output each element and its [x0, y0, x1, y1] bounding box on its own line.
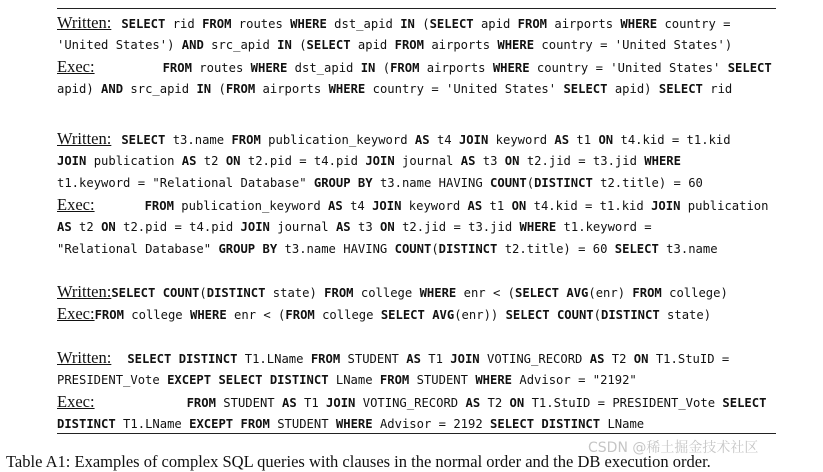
written-sql-line	[57, 284, 776, 301]
sql-text: SELECT t3.name FROM publication_keyword AS t4 JOIN keyword AS t1 ON t4.kid = t1.kid	[121, 133, 731, 147]
exec-sql-line	[57, 394, 776, 411]
sql-text: FROM STUDENT AS T1 JOIN VOTING_RECORD AS T2 ON T1.StuID = PRESIDENT_Vote SELECT	[186, 396, 767, 410]
written-sql-line	[57, 153, 776, 169]
sql-text: JOIN publication AS t2 ON t2.pid = t4.pid JOIN journal AS t3 ON t2.jid = t3.jid WHERE	[57, 154, 681, 168]
exec-sql-line	[57, 306, 776, 323]
sql-text: FROM routes WHERE dst_apid IN (FROM airports WHERE country = 'United States' SELECT	[162, 61, 772, 75]
sql-text: 'United States') AND src_apid IN (SELECT apid FROM airports WHERE country = 'United States')	[57, 38, 733, 52]
exec-label: Exec:	[57, 306, 95, 323]
sql-text: SELECT rid FROM routes WHERE dst_apid IN (SELECT apid FROM airports WHERE country =	[121, 17, 731, 31]
written-sql-line	[57, 175, 776, 191]
written-sql-line	[57, 37, 776, 53]
exec-sql-line	[57, 219, 776, 235]
exec-sql-line	[57, 197, 776, 214]
sql-text: DISTINCT T1.LName EXCEPT FROM STUDENT WHERE Advisor = 2192 SELECT DISTINCT LName	[57, 417, 645, 431]
written-label: Written:	[57, 131, 112, 148]
written-label: Written:	[57, 284, 112, 301]
exec-sql-line	[57, 241, 776, 257]
sql-text: "Relational Database" GROUP BY t3.name HAVING COUNT(DISTINCT t2.title) = 60 SELECT t3.name	[57, 242, 718, 256]
exec-label: Exec:	[57, 394, 95, 411]
written-sql-line	[57, 350, 776, 367]
written-sql-line	[57, 131, 776, 148]
table-bottom-rule	[57, 433, 776, 434]
sql-text: PRESIDENT_Vote EXCEPT SELECT DISTINCT LName FROM STUDENT WHERE Advisor = "2192"	[57, 373, 637, 387]
written-label: Written:	[57, 15, 112, 32]
watermark: CSDN @稀土掘金技术社区	[588, 440, 759, 456]
sql-text: apid) AND src_apid IN (FROM airports WHERE country = 'United States' SELECT apid) SELECT rid	[57, 82, 733, 96]
written-label: Written:	[57, 350, 112, 367]
exec-sql-line	[57, 59, 776, 76]
exec-sql-line	[57, 81, 776, 97]
table-caption: Table A1: Examples of complex SQL queries with clauses in the normal order and the DB execution order.	[6, 452, 711, 471]
sql-text: FROM college WHERE enr < (FROM college SELECT AVG(enr)) SELECT COUNT(DISTINCT state)	[94, 308, 712, 322]
exec-label: Exec:	[57, 197, 95, 214]
sql-text: t1.keyword = "Relational Database" GROUP BY t3.name HAVING COUNT(DISTINCT t2.title) = 60	[57, 176, 703, 190]
table-top-rule	[57, 8, 776, 9]
written-sql-line	[57, 15, 776, 32]
sql-text: FROM publication_keyword AS t4 JOIN keyword AS t1 ON t4.kid = t1.kid JOIN publication	[144, 199, 769, 213]
exec-sql-line	[57, 416, 776, 432]
exec-label: Exec:	[57, 59, 95, 76]
sql-text: SELECT DISTINCT T1.LName FROM STUDENT AS T1 JOIN VOTING_RECORD AS T2 ON T1.StuID =	[127, 352, 730, 366]
sql-text: AS t2 ON t2.pid = t4.pid JOIN journal AS t3 ON t2.jid = t3.jid WHERE t1.keyword =	[57, 220, 652, 234]
sql-text: SELECT COUNT(DISTINCT state) FROM college WHERE enr < (SELECT AVG(enr) FROM college)	[111, 286, 728, 300]
written-sql-line	[57, 372, 776, 388]
